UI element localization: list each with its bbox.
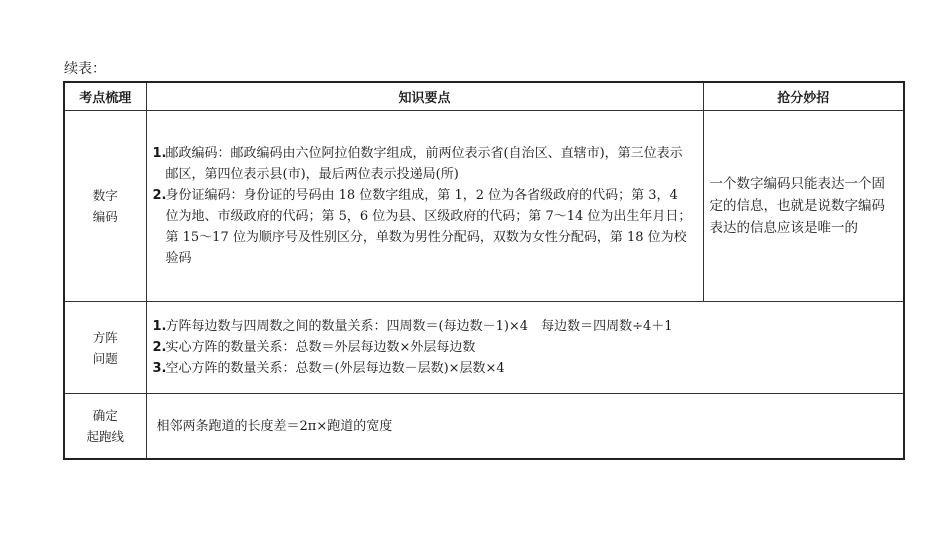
tip-cell [703,111,904,302]
list-item [153,337,894,358]
knowledge-table [63,81,905,460]
item-text: 身份证编码：身份证的号码由 18 位数字组成，第 1，2 位为各省级政府的代码；第 3，4 位为地、市级政府的代码；第 5，6 位为县、区级政府的代码；第 7～14 位为出生年月日；第 15～17 位为顺序号及性别区分，单数为男性分配码，双数为女性分配码，第 18 位为校验码 [165,188,692,266]
item-text: 邮政编码：邮政编码由六位阿拉伯数字组成，前两位表示省(自治区、直辖市)，第三位表示邮区，第四位表示县(市)，最后两位表示投递局(所) [165,146,683,182]
topic-line: 问题 [92,350,118,366]
table-row [64,111,904,302]
topic-line: 数字 [92,188,118,203]
topic-line: 方阵 [92,329,118,345]
points-cell [146,302,904,394]
header-topic: 考点梳理 [64,82,146,111]
list-item [153,316,894,337]
topic-line: 确定 [92,408,118,423]
item-text: 方阵每边数与四周数之间的数量关系：四周数＝(每边数－1)×4 每边数＝四周数÷4＋1 [165,319,673,334]
item-number: 2. [152,340,167,355]
table-row [64,394,904,460]
tip-text: 一个数字编码只能表达一个固定的信息，也就是说数字编码表达的信息应该是唯一的 [709,176,885,236]
list-item [153,143,693,185]
header-points: 知识要点 [146,82,703,111]
points-cell [146,394,904,460]
topic-line: 起跑线 [86,429,124,444]
points-cell [146,111,703,302]
topic-cell [64,302,146,394]
table-caption: 续表： [64,61,106,77]
table-row [64,302,904,394]
item-text: 空心方阵的数量关系：总数＝(外层每边数－层数)×层数×4 [165,361,505,376]
list-item [153,416,894,437]
item-number: 1. [152,319,167,334]
table-header-row [64,82,904,111]
item-number: 1. [152,146,167,161]
item-number: 2. [152,188,167,203]
header-tips: 抢分妙招 [703,82,904,111]
list-item [153,358,894,379]
item-number: 3. [152,361,167,376]
topic-cell [64,394,146,460]
item-text: 相邻两条跑道的长度差＝2π×跑道的宽度 [156,418,393,434]
list-item [153,185,693,269]
topic-line: 编码 [92,209,118,224]
topic-cell [64,111,146,302]
item-text: 实心方阵的数量关系：总数＝外层每边数×外层每边数 [165,340,476,355]
